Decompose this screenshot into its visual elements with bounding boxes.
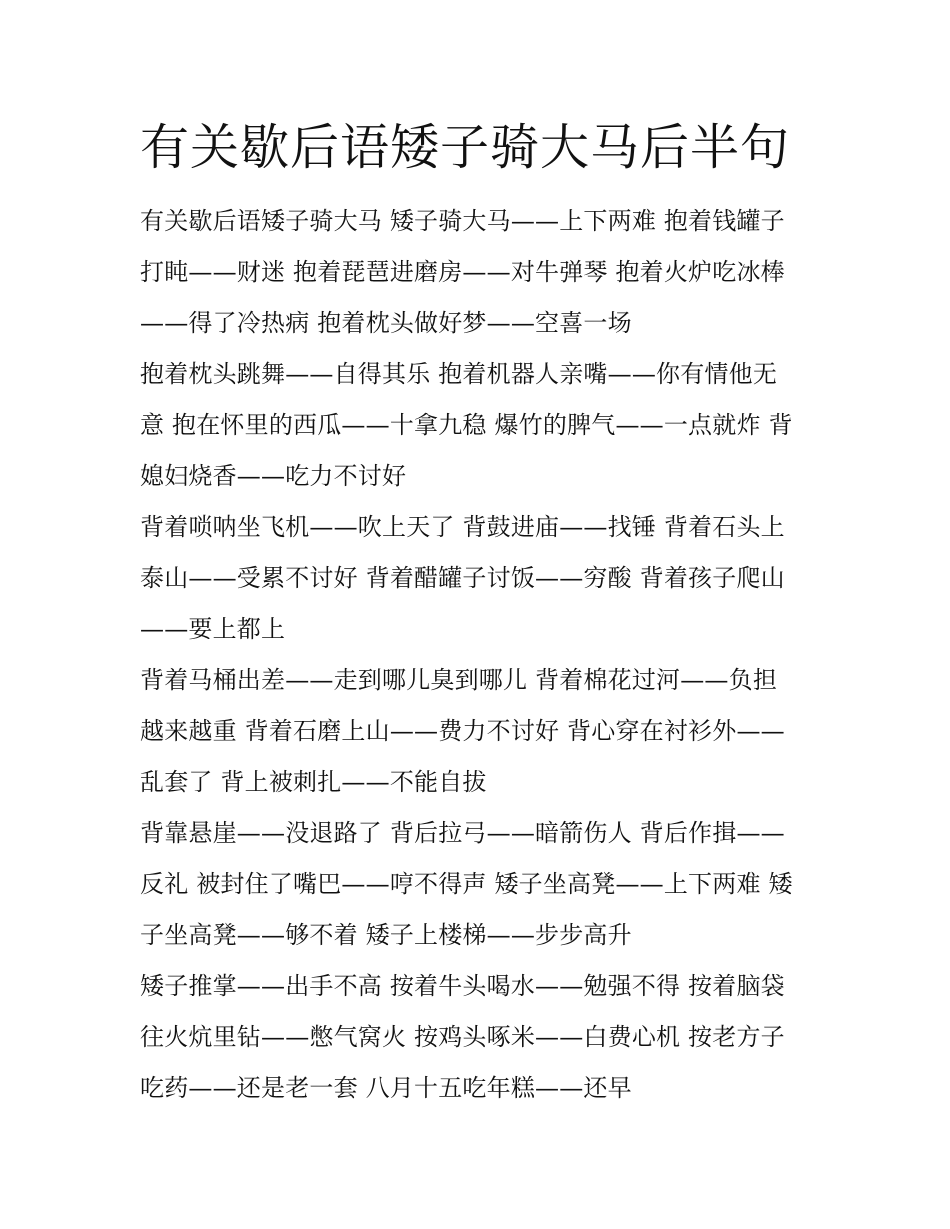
text-line: 有关歇后语矮子骑大马 矮子骑大马——上下两难 抱着钱罐子 [140, 207, 785, 235]
text-line: 抱着枕头跳舞——自得其乐 抱着机器人亲嘴——你有情他无 [140, 360, 778, 388]
text-line: 越来越重 背着石磨上山——费力不讨好 背心穿在衬衫外—— [140, 717, 785, 745]
text-line: 子坐高凳——够不着 矮子上楼梯——步步高升 [140, 921, 632, 949]
text-line: 背着马桶出差——走到哪儿臭到哪儿 背着棉花过河——负担 [140, 666, 778, 694]
text-line: 矮子推掌——出手不高 按着牛头喝水——勉强不得 按着脑袋 [140, 972, 785, 1000]
text-line: 打盹——财迷 抱着琵琶进磨房——对牛弹琴 抱着火炉吃冰棒 [140, 258, 785, 286]
text-line: 媳妇烧香——吃力不讨好 [140, 462, 407, 490]
text-line: 泰山——受累不讨好 背着醋罐子讨饭——穷酸 背着孩子爬山 [140, 564, 785, 592]
text-line: 意 抱在怀里的西瓜——十拿九稳 爆竹的脾气——一点就炸 背 [140, 411, 793, 439]
text-line: 往火炕里钻——憋气窝火 按鸡头啄米——白费心机 按老方子 [140, 1023, 785, 1051]
document-title: 有关歇后语矮子骑大马后半句 [140, 119, 791, 176]
document-body [140, 196, 812, 1114]
text-line: ——要上都上 [140, 615, 286, 643]
text-line: 吃药——还是老一套 八月十五吃年糕——还早 [140, 1074, 632, 1102]
text-line: 背靠悬崖——没退路了 背后拉弓——暗箭伤人 背后作揖—— [140, 819, 785, 847]
text-line: 反礼 被封住了嘴巴——哼不得声 矮子坐高凳——上下两难 矮 [140, 870, 793, 898]
text-line: 背着唢呐坐飞机——吹上天了 背鼓进庙——找锤 背着石头上 [140, 513, 785, 541]
text-line: ——得了冷热病 抱着枕头做好梦——空喜一场 [140, 309, 632, 337]
text-line: 乱套了 背上被刺扎——不能自拔 [140, 768, 487, 796]
